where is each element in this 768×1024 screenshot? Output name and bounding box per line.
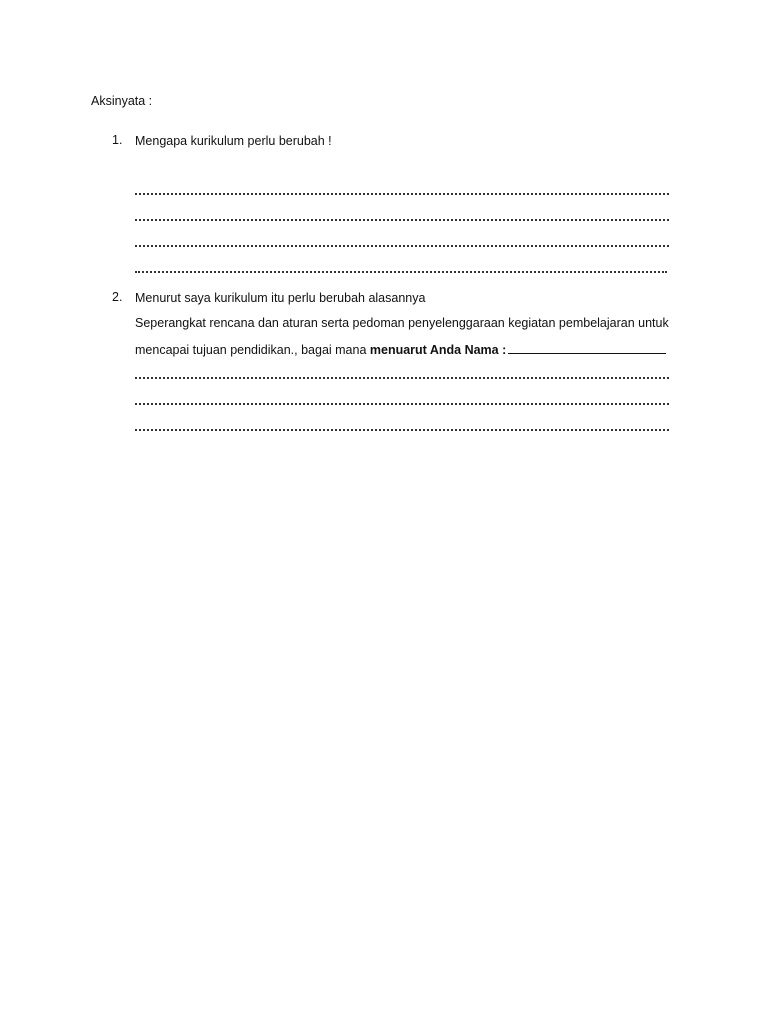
name-label: menuarut Anda Nama : (369, 343, 507, 357)
answer-2-dotted-line-3 (135, 427, 669, 431)
answer-2-line-2 (135, 341, 666, 358)
answer-1-dotted-line-2 (135, 217, 669, 221)
answer-2-line-1: Seperangkat rencana dan aturan serta pedoman penyelenggaraan kegiatan pembelajaran untuk (135, 316, 669, 330)
question-1-text: Mengapa kurikulum perlu berubah ! (135, 134, 332, 148)
question-2-text: Menurut saya kurikulum itu perlu berubah alasannya (135, 291, 426, 305)
section-heading: Aksinyata : (91, 94, 153, 108)
answer-2-dotted-line-1 (135, 375, 669, 379)
answer-1-dotted-line-3 (135, 243, 669, 247)
name-blank-line (508, 341, 666, 354)
answer-2-dotted-line-2 (135, 401, 669, 405)
question-2-number: 2. (112, 290, 123, 304)
answer-1-dotted-line-1 (135, 191, 669, 195)
answer-1-dotted-line-4 (135, 269, 667, 273)
answer-2-line-2-text: mencapai tujuan pendidikan., bagai mana (135, 343, 370, 357)
question-1-number: 1. (112, 133, 123, 147)
